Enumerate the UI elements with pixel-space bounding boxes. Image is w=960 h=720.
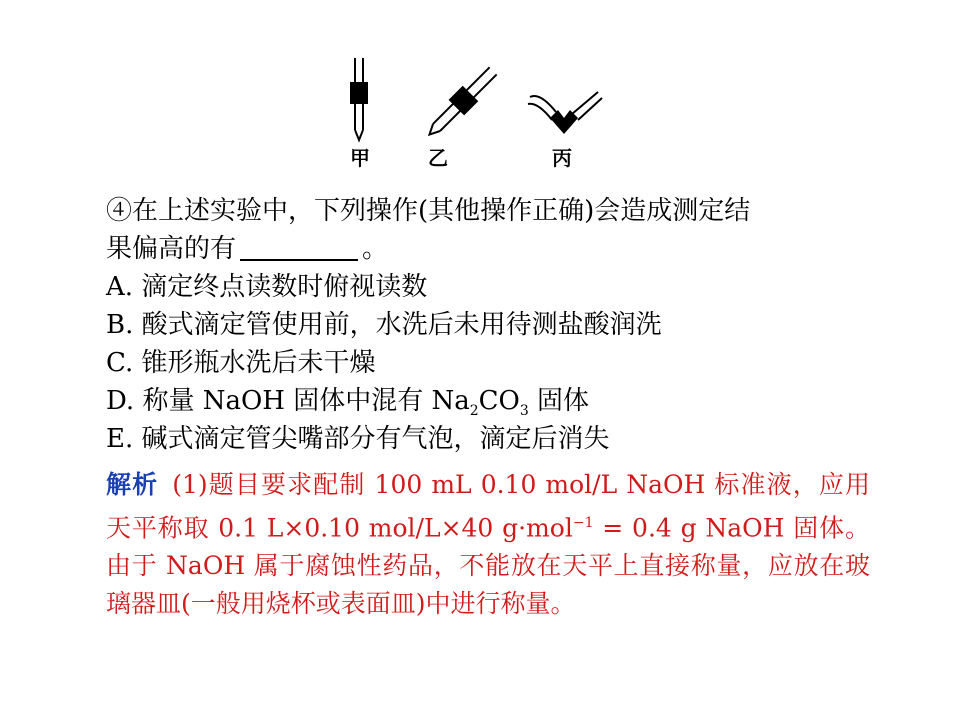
option-d-tail: 固体 bbox=[528, 386, 590, 416]
question-line-2-text: 果偏高的有 bbox=[106, 234, 237, 264]
option-d-subscript-2: 2 bbox=[469, 403, 479, 420]
burette-diagram bbox=[0, 0, 960, 180]
option-e: E. 碱式滴定管尖嘴部分有气泡，滴定后消失 bbox=[106, 424, 610, 454]
analysis-text-2: = 0.4 g NaOH 固体。由于 NaOH 属于腐蚀性药品，不能放在天平上直接称量，应放在玻璃器皿(一般用烧杯或表面皿)中进行称量。 bbox=[106, 513, 870, 619]
figure-label-yi: 乙 bbox=[428, 146, 448, 170]
apparatus-jia bbox=[350, 58, 368, 140]
option-c: C. 锥形瓶水洗后未干燥 bbox=[106, 348, 376, 378]
option-d-text: D. 称量 NaOH 固体中混有 Na bbox=[106, 386, 470, 416]
burette-figure bbox=[0, 0, 960, 180]
analysis-superscript: −1 bbox=[572, 515, 594, 531]
question-line-2-end: 。 bbox=[362, 234, 389, 264]
apparatus-bing bbox=[528, 92, 602, 134]
figure-label-jia: 甲 bbox=[350, 146, 370, 170]
option-a: A. 滴定终点读数时俯视读数 bbox=[106, 272, 428, 302]
analysis-text-1: (1)题目要求配制 100 mL 0.10 mol/L NaOH 标准液，应用天平称取 0.1 L×0.10 mol/L×40 g·mol bbox=[106, 470, 870, 543]
analysis-heading: 解析 bbox=[106, 470, 159, 499]
question-line-1: ④在上述实验中，下列操作(其他操作正确)会造成测定结 bbox=[106, 196, 751, 226]
option-b: B. 酸式滴定管使用前，水洗后未用待测盐酸润洗 bbox=[106, 310, 662, 340]
answer-blank bbox=[240, 233, 358, 261]
apparatus-yi bbox=[422, 63, 501, 142]
option-d-subscript-3: 3 bbox=[519, 403, 529, 420]
figure-label-bing: 丙 bbox=[552, 146, 572, 170]
option-d-co: CO bbox=[478, 386, 520, 416]
analysis-block bbox=[106, 466, 870, 623]
question-block bbox=[106, 192, 876, 458]
question-line-2 bbox=[106, 230, 876, 268]
option-d bbox=[106, 382, 876, 420]
